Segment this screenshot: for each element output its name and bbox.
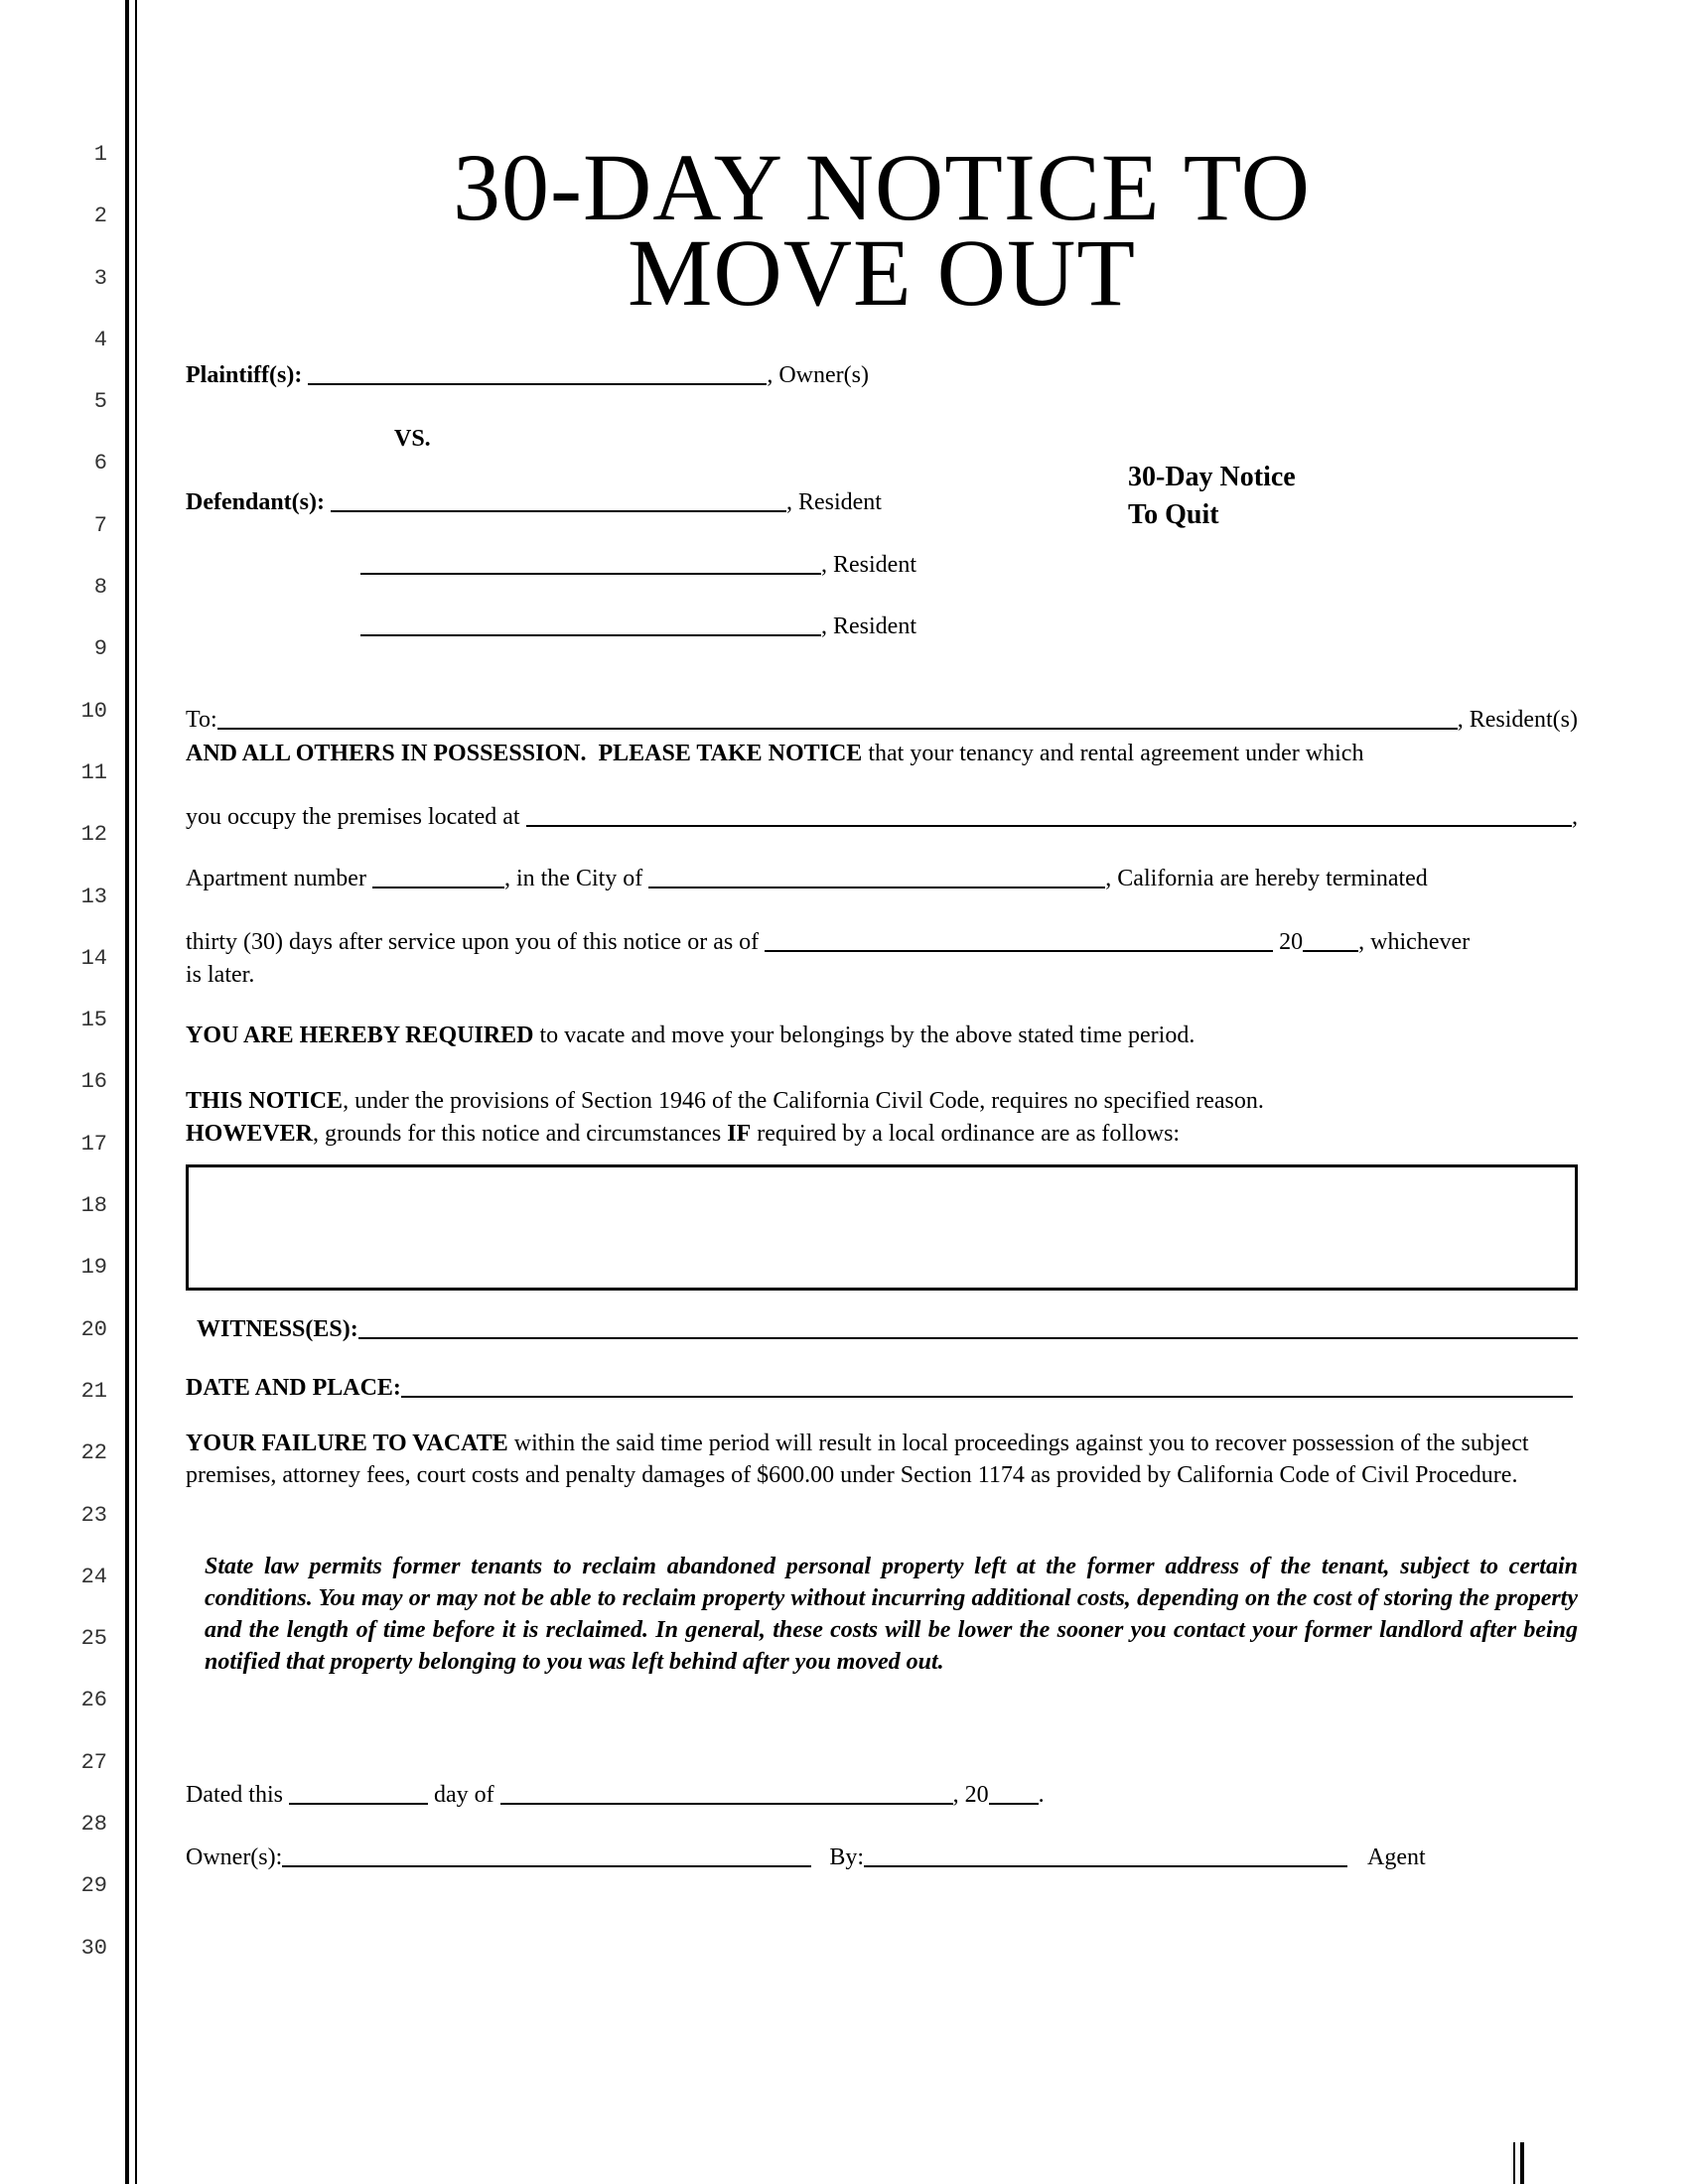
is-later-text: is later.	[186, 962, 255, 988]
line-number: 13	[80, 884, 107, 909]
line-number: 21	[80, 1378, 107, 1404]
by-label: By:	[829, 1844, 864, 1870]
failure-bold: YOUR FAILURE TO VACATE	[186, 1431, 508, 1456]
apartment-text2: , in the City of	[503, 866, 649, 891]
however-rest: required by a local ordinance are as follows:	[751, 1121, 1181, 1147]
line-number: 7	[93, 512, 107, 538]
city-blank	[648, 886, 1105, 888]
possession-rest: that your tenancy and rental agreement under which	[862, 741, 1364, 766]
failure-paragraph	[186, 1428, 1581, 1491]
line-number: 15	[80, 1008, 107, 1033]
line-number: 25	[80, 1626, 107, 1652]
line-number: 2	[93, 204, 107, 229]
dated-month-blank	[500, 1802, 953, 1805]
as-of-date-blank	[765, 949, 1273, 952]
dated-text4: .	[1038, 1782, 1045, 1808]
thirty-days-row	[186, 926, 1470, 959]
plaintiff-suffix: , Owner(s)	[767, 362, 869, 388]
owner-label: Owner(s):	[186, 1844, 283, 1870]
apartment-text3: , California are hereby terminated	[1105, 866, 1428, 891]
thirty-text3: , whichever	[1358, 929, 1471, 955]
line-number: 26	[80, 1688, 107, 1713]
dated-row	[186, 1779, 1045, 1812]
line-number-column	[56, 124, 107, 1979]
plaintiff-label: Plaintiff(s):	[186, 362, 303, 388]
possession-row	[186, 738, 1363, 770]
agent-label: Agent	[1367, 1844, 1426, 1870]
dated-year-blank	[989, 1802, 1039, 1805]
apartment-row	[186, 863, 1428, 895]
date-place-blank	[401, 1395, 1573, 1398]
defendant-row	[186, 486, 882, 519]
required-rest: to vacate and move your belongings by the above stated time period.	[533, 1023, 1196, 1048]
line-number: 24	[80, 1564, 107, 1589]
line-number: 19	[80, 1255, 107, 1281]
resident3-row	[360, 611, 916, 643]
this-notice-paragraph	[186, 1085, 1581, 1151]
defendant-blank	[331, 509, 786, 512]
this-notice-rest: , under the provisions of Section 1946 of the California Civil Code, requires no specified reason.	[343, 1088, 1264, 1114]
line-number: 17	[80, 1131, 107, 1157]
to-suffix: , Resident(s)	[1457, 707, 1578, 733]
failure-rest: within the said time period will result in local proceedings against you to recover possession of the subject premises, attorney fees, court costs and penalty damages of $600.00 under Section 1174 as provided by California Code of Civil Procedure.	[186, 1431, 1529, 1488]
line-number: 3	[93, 265, 107, 291]
line-number: 4	[93, 327, 107, 352]
line-number: 29	[80, 1873, 107, 1899]
defendant-suffix: , Resident	[785, 489, 882, 515]
this-notice-line1	[186, 1085, 1581, 1118]
owner-signature-blank	[282, 1864, 811, 1867]
required-row	[186, 1020, 1195, 1052]
vs-label: VS.	[394, 426, 431, 452]
resident2-blank	[360, 572, 821, 575]
apartment-number-blank	[372, 886, 504, 888]
witness-blank	[358, 1336, 1578, 1339]
if-bold: IF	[727, 1121, 752, 1147]
notice-type-line2: To Quit	[1128, 499, 1219, 530]
date-place-row	[186, 1372, 1573, 1405]
resident3-blank	[360, 633, 821, 636]
document-title-line2: MOVE OUT	[628, 219, 1136, 326]
date-place-label: DATE AND PLACE:	[186, 1375, 401, 1401]
bottom-edge-rule-thick	[1520, 2142, 1524, 2184]
thirty-text1: thirty (30) days after service upon you of this notice or as of	[186, 929, 766, 955]
to-row	[186, 704, 1578, 737]
year-blank	[1303, 949, 1358, 952]
line-number: 20	[80, 1316, 107, 1342]
line-number: 8	[93, 575, 107, 601]
required-bold: YOU ARE HEREBY REQUIRED	[186, 1023, 534, 1048]
line-number: 16	[80, 1069, 107, 1095]
however-mid: , grounds for this notice and circumstances	[313, 1121, 728, 1147]
notice-type-line1: 30-Day Notice	[1128, 462, 1296, 492]
line-number: 22	[80, 1440, 107, 1466]
premises-text: you occupy the premises located at	[186, 804, 526, 830]
to-label: To:	[186, 707, 217, 733]
line-number: 9	[93, 636, 107, 662]
line-number: 30	[80, 1935, 107, 1961]
defendant-label: Defendant(s):	[186, 489, 325, 515]
vs-row	[394, 423, 431, 456]
bottom-edge-rule-thin	[1513, 2142, 1515, 2184]
line-number: 11	[80, 759, 107, 785]
line-number: 27	[80, 1749, 107, 1775]
resident2-suffix: , Resident	[821, 552, 916, 578]
possession-bold: AND ALL OTHERS IN POSSESSION. PLEASE TAKE NOTICE	[186, 741, 863, 766]
to-blank	[217, 727, 1458, 730]
line-number: 23	[80, 1502, 107, 1528]
document-title-line1: 30-DAY NOTICE TO	[452, 134, 1311, 240]
line-number: 10	[80, 698, 107, 724]
thirty-text2: 20	[1273, 929, 1304, 955]
dated-text2: day of	[427, 1782, 500, 1808]
agent-signature-blank	[864, 1864, 1347, 1867]
premises-row	[186, 801, 1578, 834]
document-title	[186, 134, 1578, 326]
line-number: 6	[93, 451, 107, 477]
signature-row	[186, 1842, 1578, 1874]
apartment-text1: Apartment number	[186, 866, 372, 891]
plaintiff-blank	[308, 382, 767, 385]
dated-text3: , 20	[952, 1782, 989, 1808]
line-number: 18	[80, 1193, 107, 1219]
premises-suffix: ,	[1572, 804, 1578, 830]
resident3-suffix: , Resident	[821, 614, 916, 639]
dated-day-blank	[289, 1802, 428, 1805]
line-number: 1	[93, 142, 107, 167]
line-number: 12	[80, 822, 107, 848]
premises-blank	[526, 824, 1572, 827]
line-number: 28	[80, 1812, 107, 1838]
this-notice-line2	[186, 1118, 1581, 1151]
left-margin-rule-thick	[125, 0, 129, 2184]
witness-label: WITNESS(ES):	[197, 1316, 358, 1342]
is-later-row	[186, 959, 254, 992]
reclaim-notice-paragraph: State law permits former tenants to reclaim abandoned personal property left at the former address of the tenant, subject to certain conditions. You may or may not be able to reclaim property without incurring additional costs, depending on the cost of storing the property and the length of time before it is reclaimed. In general, these costs will be lower the sooner you contact your former landlord after being notified that property belonging to you was left behind after you moved out.	[205, 1554, 1578, 1675]
however-bold: HOWEVER	[186, 1121, 314, 1147]
dated-text1: Dated this	[186, 1782, 289, 1808]
this-notice-bold: THIS NOTICE	[186, 1088, 344, 1114]
left-margin-rule-thin	[135, 0, 137, 2184]
line-number: 5	[93, 389, 107, 415]
grounds-box	[186, 1164, 1578, 1291]
resident2-row	[360, 549, 916, 582]
line-number: 14	[80, 945, 107, 971]
witness-row	[197, 1313, 1578, 1346]
notice-type-block	[1128, 459, 1296, 534]
plaintiff-row	[186, 359, 869, 392]
